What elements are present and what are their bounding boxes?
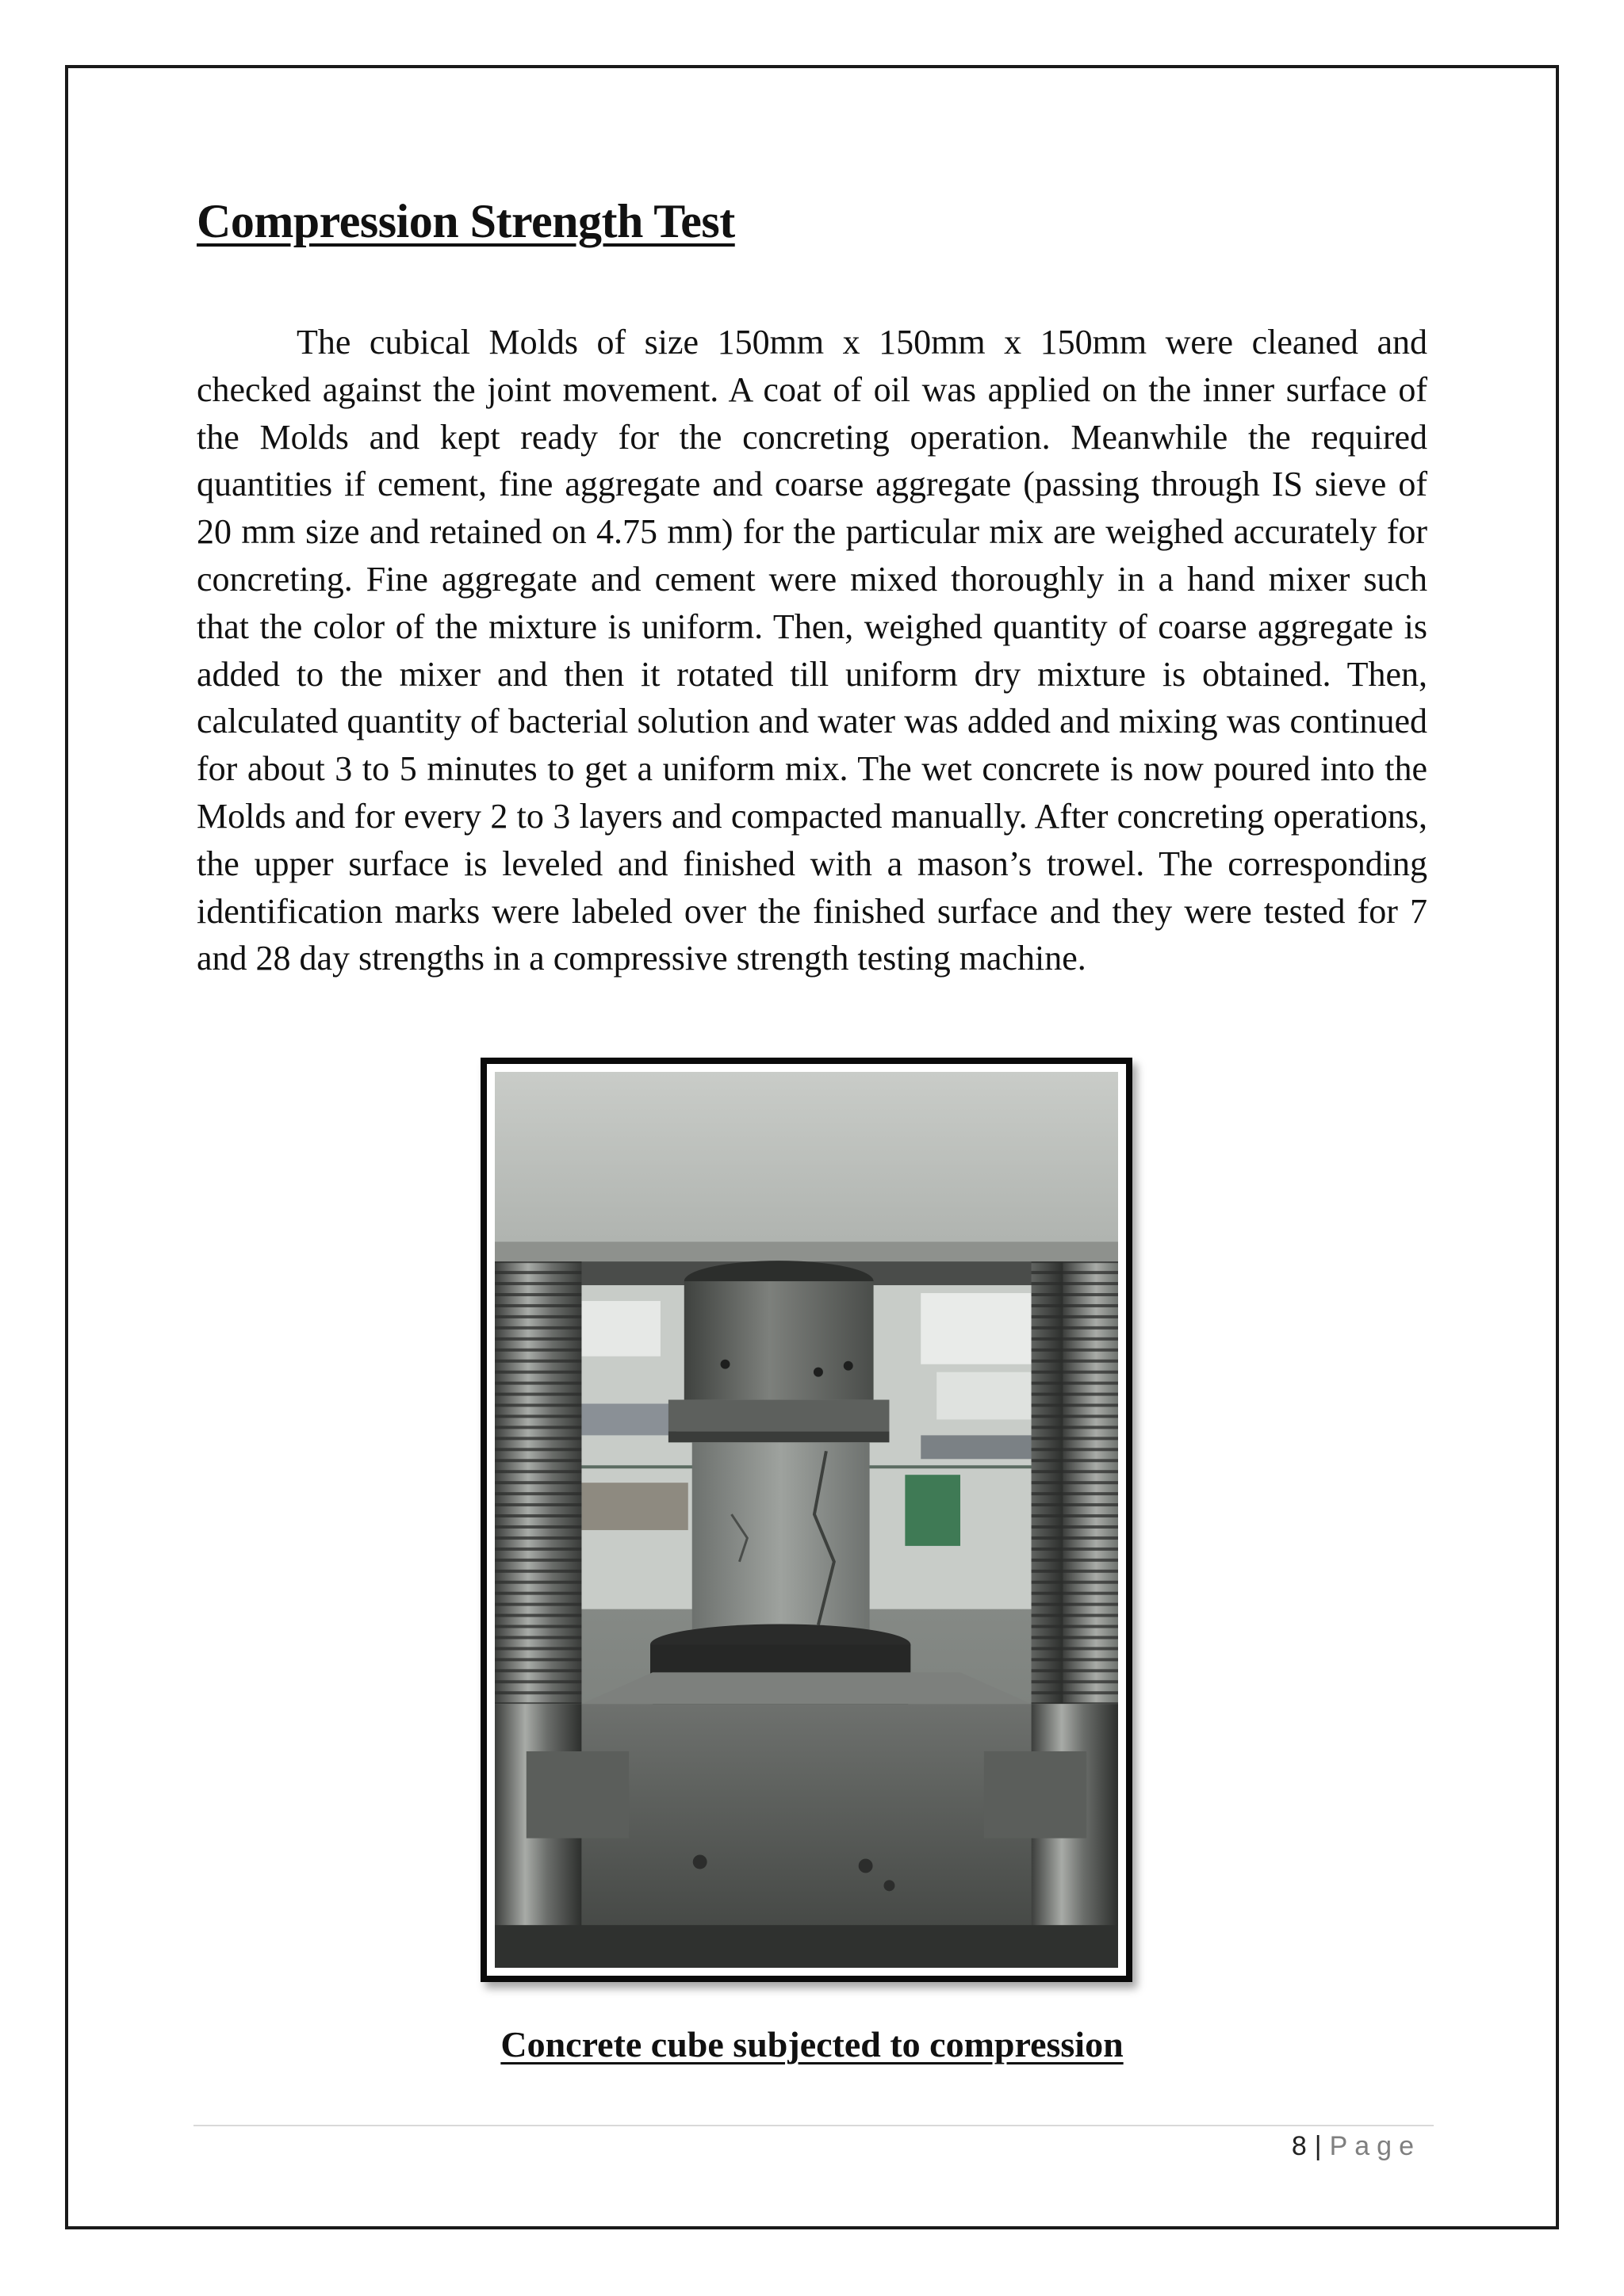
compression-test-photo (495, 1072, 1118, 1968)
figure-frame (481, 1058, 1132, 1982)
section-heading: Compression Strength Test (197, 195, 735, 247)
page-footer (1292, 2131, 1421, 2162)
figure-caption: Concrete cube subjected to compression (500, 2024, 1124, 2064)
body-paragraph: The cubical Molds of size 150mm x 150mm x 150mm were cleaned and checked against the joint movement. A coat of oil was applied on the inner surface of the Molds and kept ready for the concreting operation. Meanwhile the required quantities if cement, fine aggregate and coarse aggregate (passing through IS sieve of 20 mm size and retained on 4.75 mm) for the particular mix are weighed accurately for concreting. Fine aggregate and cement were mixed thoroughly in a hand mixer such that the color of the mixture is uniform. Then, weighed quantity of coarse aggregate is added to the mixer and then it rotated till uniform dry mixture is obtained. Then, calculated quantity of bacterial solution and water was added and mixing was continued for about 3 to 5 minutes to get a uniform mix. The wet concrete is now poured into the Molds and for every 2 to 3 layers and compacted manually. After concreting operations, the upper surface is leveled and finished with a mason’s trowel. The corresponding identification marks were labeled over the finished surface and they were tested for 7 and 28 day strengths in a compressive strength testing machine. (197, 323, 1427, 978)
footer-separator: | (1314, 2131, 1322, 2161)
page-label: Page (1329, 2131, 1421, 2161)
page-number: 8 (1291, 2131, 1307, 2161)
footer-rule (193, 2125, 1434, 2126)
